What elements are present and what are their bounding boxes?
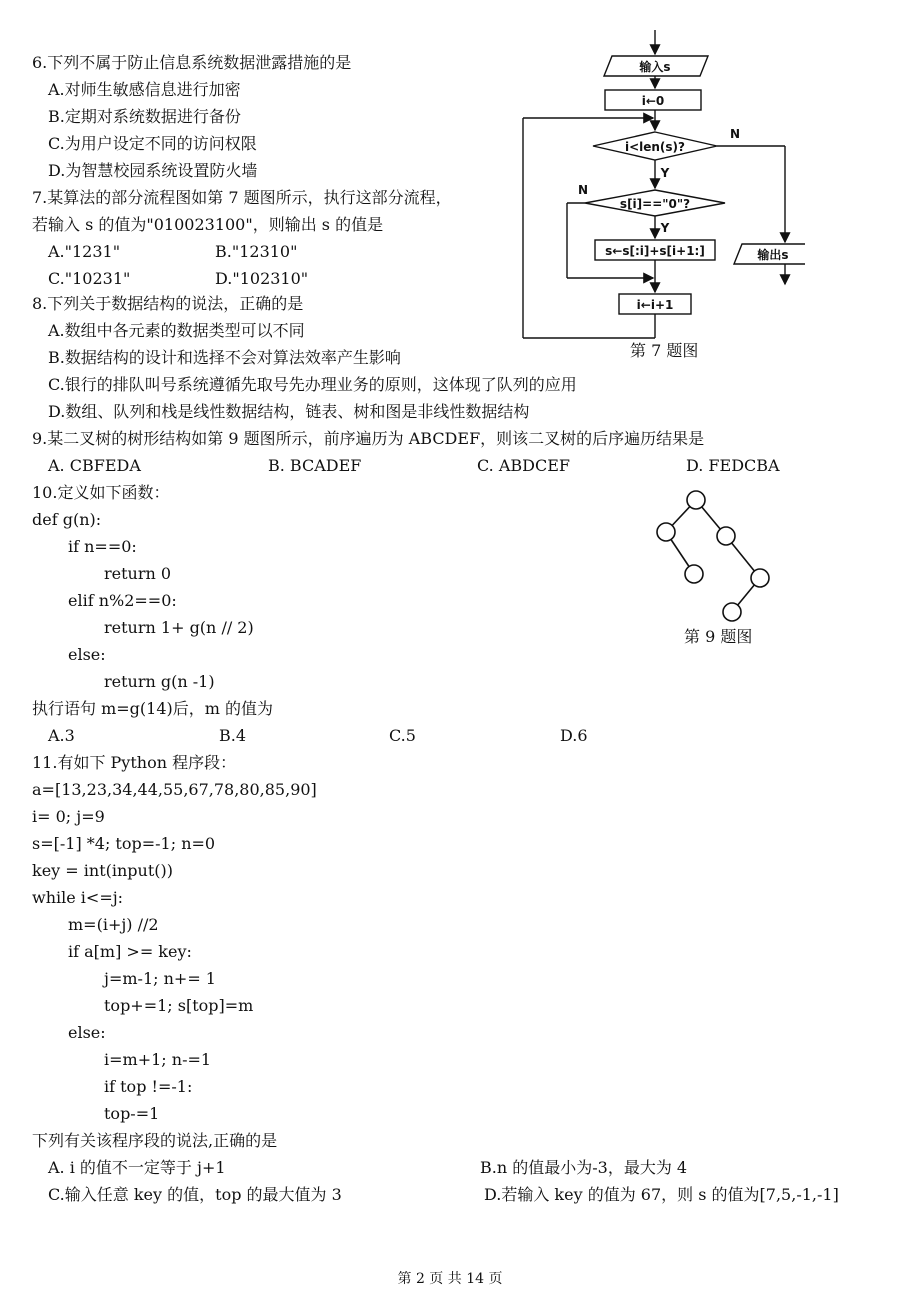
flowchart-figure-7 xyxy=(515,20,805,340)
q8-option-c: C.银行的排队叫号系统遵循先取号先办理业务的原则，这体现了队列的应用 xyxy=(48,375,577,394)
q11-code-line: else: xyxy=(68,1023,106,1042)
figure-9-caption: 第 9 题图 xyxy=(684,627,753,646)
q6-option-d: D.为智慧校园系统设置防火墙 xyxy=(48,161,258,180)
q10-code-line: elif n%2==0: xyxy=(68,591,177,610)
q8-stem: 8.下列关于数据结构的说法，正确的是 xyxy=(32,294,304,313)
q7-option-b: B."12310" xyxy=(215,242,298,261)
flow-yes-label-1: Y xyxy=(660,166,670,180)
flow-no-label-1: N xyxy=(729,127,741,141)
q9-option-c: C. ABDCEF xyxy=(477,456,571,475)
figure-7-caption: 第 7 题图 xyxy=(630,341,699,360)
tree-node-b xyxy=(657,523,675,541)
flow-no-label-2: N xyxy=(577,183,589,197)
q7-option-a: A."1231" xyxy=(48,242,121,261)
q11-ask: 下列有关该程序段的说法,正确的是 xyxy=(32,1131,278,1150)
q11-code-line: key = int(input()) xyxy=(32,861,173,880)
q9-stem: 9.某二叉树的树形结构如第 9 题图所示，前序遍历为 ABCDEF，则该二叉树的后序遍历结果是 xyxy=(32,429,705,448)
q7-option-c: C."10231" xyxy=(48,269,131,288)
q10-stem: 10.定义如下函数： xyxy=(32,483,170,502)
q11-option-b: B.n 的值最小为-3，最大为 4 xyxy=(480,1158,688,1177)
q10-code-line: def g(n): xyxy=(32,510,102,529)
flow-yes-label-2: Y xyxy=(660,221,670,235)
flow-cond1-label: i<len(s)? xyxy=(624,140,686,154)
q10-ask: 执行语句 m=g(14)后，m 的值为 xyxy=(32,699,274,718)
q7-option-d: D."102310" xyxy=(215,269,309,288)
q11-option-c: C.输入任意 key 的值，top 的最大值为 3 xyxy=(48,1185,342,1204)
q9-option-a: A. CBFEDA xyxy=(48,456,141,475)
q10-option-c: C.5 xyxy=(389,726,416,745)
q10-option-b: B.4 xyxy=(219,726,247,745)
q11-code-line: a=[13,23,34,44,55,67,78,80,85,90] xyxy=(32,780,317,799)
flow-incr-label: i←i+1 xyxy=(636,298,674,312)
q6-option-c: C.为用户设定不同的访问权限 xyxy=(48,134,257,153)
flow-output-label: 输出s xyxy=(757,248,789,262)
q6-option-a: A.对师生敏感信息进行加密 xyxy=(48,80,241,99)
q11-code-line: m=(i+j) //2 xyxy=(68,915,159,934)
page-footer: 第 2 页 共 14 页 xyxy=(397,1271,503,1287)
q9-option-b: B. BCADEF xyxy=(268,456,362,475)
flow-cond2-label: s[i]=="0"? xyxy=(619,197,691,211)
tree-node-c xyxy=(685,565,703,583)
q6-stem: 6.下列不属于防止信息系统数据泄露措施的是 xyxy=(32,53,352,72)
q11-code-line: if top !=-1: xyxy=(104,1077,193,1096)
q10-code-line: if n==0: xyxy=(68,537,137,556)
q10-code-line: return 0 xyxy=(104,564,172,583)
q10-option-a: A.3 xyxy=(48,726,75,745)
q6-option-b: B.定期对系统数据进行备份 xyxy=(48,107,241,126)
q11-option-d: D.若输入 key 的值为 67，则 s 的值为[7,5,-1,-1] xyxy=(484,1185,839,1204)
q10-code-line: else: xyxy=(68,645,106,664)
q11-code-line: if a[m] >= key: xyxy=(68,942,192,961)
flow-init-label: i←0 xyxy=(641,94,665,108)
q10-code-line: return 1+ g(n // 2) xyxy=(104,618,254,637)
q8-option-b: B.数据结构的设计和选择不会对算法效率产生影响 xyxy=(48,348,401,367)
q11-code-line: while i<=j: xyxy=(32,888,124,907)
q9-option-d: D. FEDCBA xyxy=(686,456,780,475)
q7-stem-line2: 若输入 s 的值为"010023100"，则输出 s 的值是 xyxy=(32,215,384,234)
q7-stem-line1: 7.某算法的部分流程图如第 7 题图所示，执行这部分流程， xyxy=(32,188,452,207)
tree-node-f xyxy=(723,603,741,621)
tree-node-a xyxy=(687,491,705,509)
q11-code-line: i=m+1; n-=1 xyxy=(104,1050,212,1069)
q11-option-a: A. i 的值不一定等于 j+1 xyxy=(48,1158,226,1177)
q8-option-d: D.数组、队列和栈是线性数据结构，链表、树和图是非线性数据结构 xyxy=(48,402,530,421)
tree-node-e xyxy=(751,569,769,587)
q11-code-line: i= 0; j=9 xyxy=(32,807,105,826)
q8-option-a: A.数组中各元素的数据类型可以不同 xyxy=(48,321,305,340)
flow-assign-label: s←s[:i]+s[i+1:] xyxy=(605,244,705,258)
q11-code-line: top-=1 xyxy=(104,1104,160,1123)
q10-option-d: D.6 xyxy=(560,726,588,745)
q11-code-line: s=[-1] *4; top=-1; n=0 xyxy=(32,834,216,853)
q11-code-line: j=m-1; n+= 1 xyxy=(104,969,216,988)
q11-code-line: top+=1; s[top]=m xyxy=(104,996,254,1015)
q10-code-line: return g(n -1) xyxy=(104,672,215,691)
tree-node-d xyxy=(717,527,735,545)
flow-input-label: 输入s xyxy=(639,60,671,74)
binary-tree-figure-9 xyxy=(640,480,790,630)
q11-stem: 11.有如下 Python 程序段： xyxy=(32,753,237,772)
